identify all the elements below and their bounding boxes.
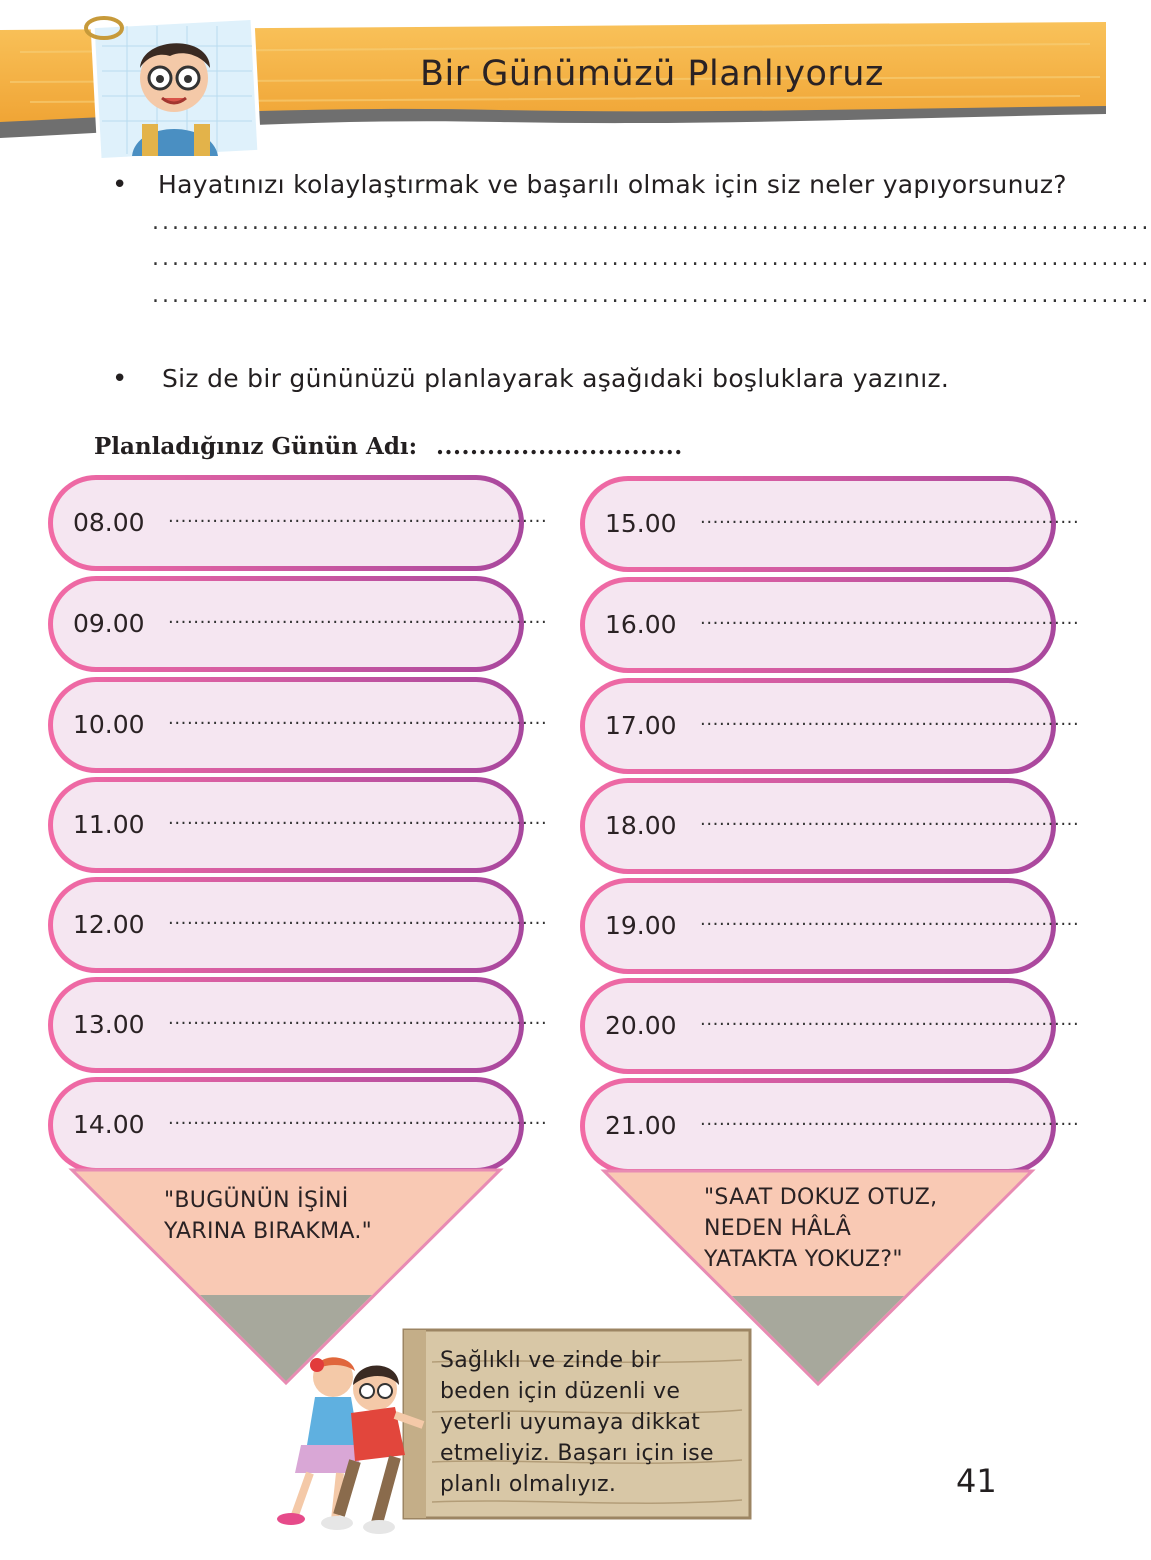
- right-quote: [704, 1182, 937, 1275]
- quote-line: YARINA BIRAKMA.": [164, 1219, 373, 1244]
- slot-answer-line: ............................................................: [700, 709, 1080, 730]
- time-label: 11.00: [73, 810, 145, 839]
- time-slot[interactable]: [48, 977, 548, 1073]
- quote-line: "BUGÜNÜN İŞİNİ: [164, 1188, 349, 1213]
- time-slot[interactable]: [580, 978, 1080, 1074]
- note-line: Sağlıklı ve zinde bir: [440, 1348, 661, 1373]
- slot-answer-line: ............................................................: [168, 607, 548, 628]
- time-label: 16.00: [605, 610, 677, 639]
- time-slot[interactable]: [48, 877, 548, 973]
- bullet-2: •: [112, 364, 128, 394]
- slot-answer-line: ............................................................: [168, 808, 548, 829]
- time-slot[interactable]: [48, 576, 548, 672]
- boy-avatar-illustration: [82, 16, 262, 161]
- slot-answer-line: ............................................................: [168, 708, 548, 729]
- slot-answer-line: ............................................................: [700, 909, 1080, 930]
- time-slot[interactable]: [580, 476, 1080, 572]
- time-label: 14.00: [73, 1110, 145, 1139]
- time-slot[interactable]: [580, 577, 1080, 673]
- time-label: 21.00: [605, 1111, 677, 1140]
- time-slot[interactable]: [48, 475, 548, 571]
- quote-line: "SAAT DOKUZ OTUZ,: [704, 1185, 938, 1210]
- slot-answer-line: ............................................................: [700, 809, 1080, 830]
- slot-answer-line: ............................................................: [700, 1009, 1080, 1030]
- slot-answer-line: ............................................................: [700, 608, 1080, 629]
- question-1-text: Hayatınızı kolaylaştırmak ve başarılı olmak için siz neler yapıyorsunuz?: [158, 170, 1067, 199]
- left-pencil-column: [48, 475, 548, 1390]
- time-slot[interactable]: [580, 1078, 1080, 1174]
- time-label: 08.00: [73, 508, 145, 537]
- slot-answer-line: ............................................................: [168, 908, 548, 929]
- answer-line-1[interactable]: ....................................................................................................: [152, 210, 1151, 235]
- time-slot[interactable]: [580, 878, 1080, 974]
- day-name-blank[interactable]: .............................: [436, 433, 683, 460]
- answer-line-3[interactable]: ....................................................................................................: [152, 283, 1151, 308]
- slot-answer-line: ............................................................: [700, 1109, 1080, 1130]
- bullet-1: •: [112, 170, 128, 200]
- note-line: etmeliyiz. Başarı için ise: [440, 1441, 714, 1466]
- tip-note: [440, 1345, 740, 1500]
- time-label: 15.00: [605, 509, 677, 538]
- note-line: beden için düzenli ve: [440, 1379, 681, 1404]
- note-line: planlı olmalıyız.: [440, 1472, 617, 1497]
- slot-answer-line: ............................................................: [700, 507, 1080, 528]
- quote-line: NEDEN HÂLÂ: [704, 1216, 852, 1241]
- time-label: 09.00: [73, 609, 145, 638]
- quote-line: YATAKTA YOKUZ?": [704, 1247, 903, 1272]
- time-label: 17.00: [605, 711, 677, 740]
- slot-answer-line: ............................................................: [168, 506, 548, 527]
- question-2-text: Siz de bir gününüzü planlayarak aşağıdaki boşluklara yazınız.: [162, 364, 950, 393]
- page-title: Bir Günümüzü Planlıyoruz: [420, 54, 884, 94]
- time-slot[interactable]: [48, 777, 548, 873]
- children-pushing-illustration: [255, 1355, 425, 1535]
- slot-answer-line: ............................................................: [168, 1108, 548, 1129]
- time-label: 12.00: [73, 910, 145, 939]
- time-slot[interactable]: [48, 1077, 548, 1173]
- time-slot[interactable]: [580, 778, 1080, 874]
- time-label: 20.00: [605, 1011, 677, 1040]
- day-name-label: Planladığınız Günün Adı:: [94, 433, 418, 460]
- left-quote: [164, 1185, 372, 1247]
- right-pencil-column: [580, 476, 1080, 1391]
- time-label: 13.00: [73, 1010, 145, 1039]
- time-label: 18.00: [605, 811, 677, 840]
- time-slot[interactable]: [48, 677, 548, 773]
- time-slot[interactable]: [580, 678, 1080, 774]
- time-label: 19.00: [605, 911, 677, 940]
- page-number: 41: [956, 1462, 997, 1500]
- note-line: yeterli uyumaya dikkat: [440, 1410, 701, 1435]
- slot-answer-line: ............................................................: [168, 1008, 548, 1029]
- answer-line-2[interactable]: ....................................................................................................: [152, 246, 1151, 271]
- time-label: 10.00: [73, 710, 145, 739]
